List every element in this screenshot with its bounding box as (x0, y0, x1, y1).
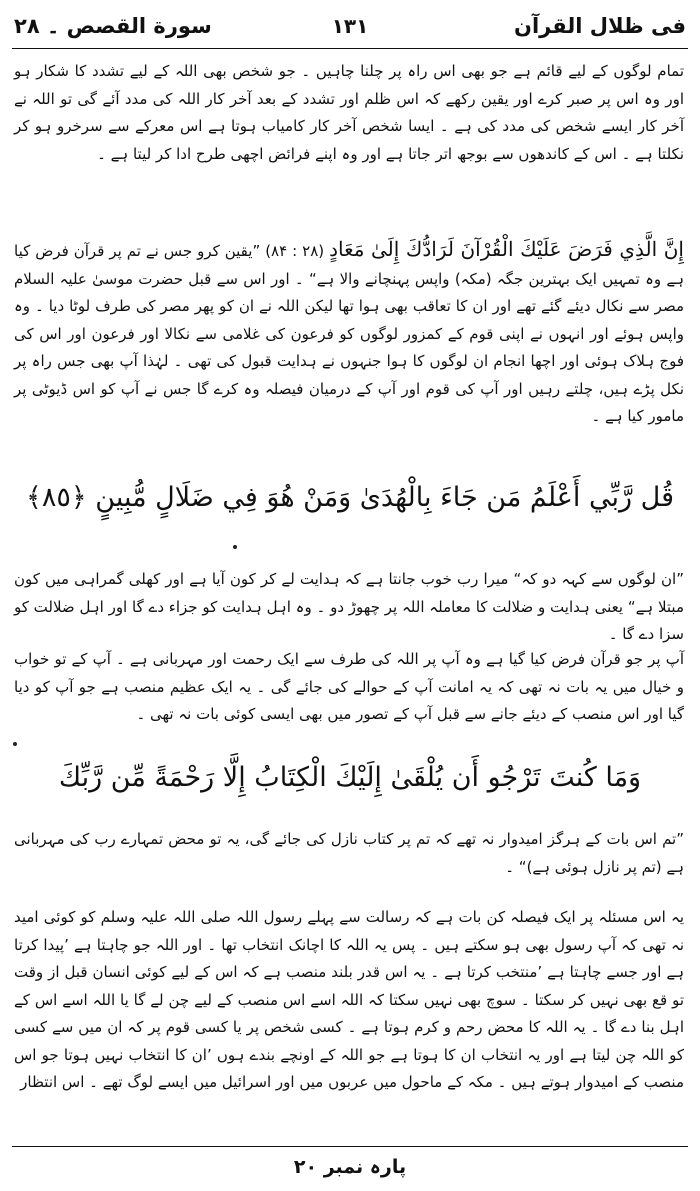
book-title: فی ظلال القرآن (514, 14, 686, 38)
paragraph-3: ”ان لوگوں سے کہہ دو کہ“ میرا رب خوب جانتا ہے کہ ہدایت لے کر کون آیا ہے اور کھلی گمراہی میں کون مبتلا ہے“ یعنی ہدایت و ضلالت کا معاملہ اللہ پر چھوڑ دو ۔ وہ اہل ہدایت کو جزاء دے گا اور اہل ضلالت کو سزا دے گا ۔ (14, 570, 684, 643)
page-header (14, 6, 686, 46)
ink-dot (13, 742, 17, 746)
paragraph-6: یہ اس مسئلہ پر ایک فیصلہ کن بات ہے کہ رسالت سے پہلے رسول اللہ صلی اللہ علیہ وسلم کو کوئی امید نہ تھی کہ آپ رسول بھی ہو سکتے ہیں ۔ پس یہ اللہ کا اچانک انتخاب تھا ۔ اور اللہ جو چاہتا ہے ’پیدا کرتا ہے اور جسے چاہتا ہے ’منتخب کرتا ہے ۔ یہ اس قدر بلند منصب ہے کہ اس کے لیے کوئی انسان قبل از وقت تو قع بھی نہیں کر سکتا ۔ سوچ بھی نہیں سکتا کہ اللہ اسے اس منصب کے لیے چن لے گا یا اللہ اسے اس کے اہل بنا دے گا ۔ یہ اللہ کا محض رحم و کرم ہوتا ہے ۔ کسی شخص پر یا کسی قوم پر کہ ان میں سے کسی کو اللہ چن لیتا ہے اور یہ انتخاب ان کا ہوتا ہے جو اللہ کے اونچے بندے ہوں ’ان کا انتخاب نہیں ہوتا جو اس منصب کے امیدوار ہوتے ہیں ۔ مکہ کے ماحول میں عربوں میں اور اسرائیل میں ایسے لوگ تھے ۔ اس انتظار (14, 908, 684, 1091)
paragraph-4: آپ پر جو قرآن فرض کیا گیا ہے وہ آپ پر اللہ کی طرف سے ایک رحمت اور مہربانی ہے ۔ آپ کے تو خواب و خیال میں یہ بات نہ تھی کہ یہ امانت آپ کے حوالے کی جائے گی ۔ یہ ایک عظیم منصب ہے جو آپ کو دیا گیا اور اس منصب کے دیئے جانے سے قبل آپ کے تصور میں بھی ایسی کوئی بات نہ تھی ۔ (14, 650, 684, 723)
paragraph-2 (14, 236, 684, 431)
paragraph-5: ”تم اس بات کے ہرگز امیدوار نہ تھے کہ تم پر کتاب نازل کی جائے گی، یہ تو محض تمہارے رب کی مہربانی ہے (تم پر نازل ہوئی ہے)“ ۔ (14, 830, 684, 876)
surah-label: سورة القصص ۔ ۲۸ (14, 14, 212, 38)
quran-verse-inline: إِنَّ الَّذِي فَرَضَ عَلَيْكَ الْقُرْآنَ لَرَادُّكَ إِلَىٰ مَعَادٍ (329, 237, 684, 261)
paragraph-2-text: ”یقین کرو جس نے تم پر قرآن فرض کیا ہے وہ تمہیں ایک بہترین جگہ (مکہ) واپس پہنچانے والا ہے“ ۔ اور اس سے قبل حضرت موسیٰ علیہ السلام مصر سے نکال دیئے گئے تھے اور ان کا تعاقب بھی ہوا تھا لیکن اللہ نے ان کو پھر مصر کی طرف لوٹا دیا ۔ وہ واپس ہوئے اور انہوں نے اپنی قوم کے کمزور لوگوں کو فرعون کی غلامی سے نکالا اور فرعون اور اس کی فوج ہلاک ہوئی اور اچھا انجام ان لوگوں کا ہوا جنہوں نے ہدایت قبول کی تھی ۔ لہٰذا آپ بھی جس راہ پر نکل پڑے ہیں، چلتے رہیں اور آپ کی قوم اور آپ کے درمیان فیصلہ وہ کرے گا جس نے آپ کو اس ڈیوٹی پر مامور کیا ہے ۔ (14, 242, 684, 425)
page-number: ۱۳۱ (331, 14, 369, 38)
footer-rule (12, 1146, 688, 1147)
header-rule (12, 48, 688, 49)
quran-verse-1: قُل رَّبِّي أَعْلَمُ مَن جَاءَ بِالْهُدَىٰ وَمَنْ هُوَ فِي ضَلَالٍ مُّبِينٍ ﴿٨٥﴾ (26, 482, 674, 513)
ink-dot (233, 545, 237, 549)
paragraph-1: تمام لوگوں کے لیے قائم ہے جو بھی اس راہ پر چلنا چاہیں ۔ جو شخص بھی اللہ کے لیے تشدد کا شکار ہو اور وہ اس پر صبر کرے اور یقین رکھے کہ اس ظلم اور تشدد کے بعد آخر کار اللہ کی مدد آئے گی تو اللہ نے آخر کار ایسے شخص کی مدد کی ہے ۔ ایسا شخص آخر کار کامیاب ہوتا ہے اس معرکے سے سرخرو ہو کر نکلتا ہے ۔ اس کے کاندھوں سے بوجھ اتر جاتا ہے اور وہ اپنے فرائض اچھی طرح ادا کر لیتا ہے ۔ (14, 62, 684, 163)
quran-verse-2: وَمَا كُنتَ تَرْجُو أَن يُلْقَىٰ إِلَيْكَ الْكِتَابُ إِلَّا رَحْمَةً مِّن رَّبِّكَ (58, 762, 642, 793)
juz-label: پارہ نمبر ۲۰ (293, 1156, 407, 1178)
verse-reference: (۲۸ : ۸۴) (265, 242, 325, 260)
